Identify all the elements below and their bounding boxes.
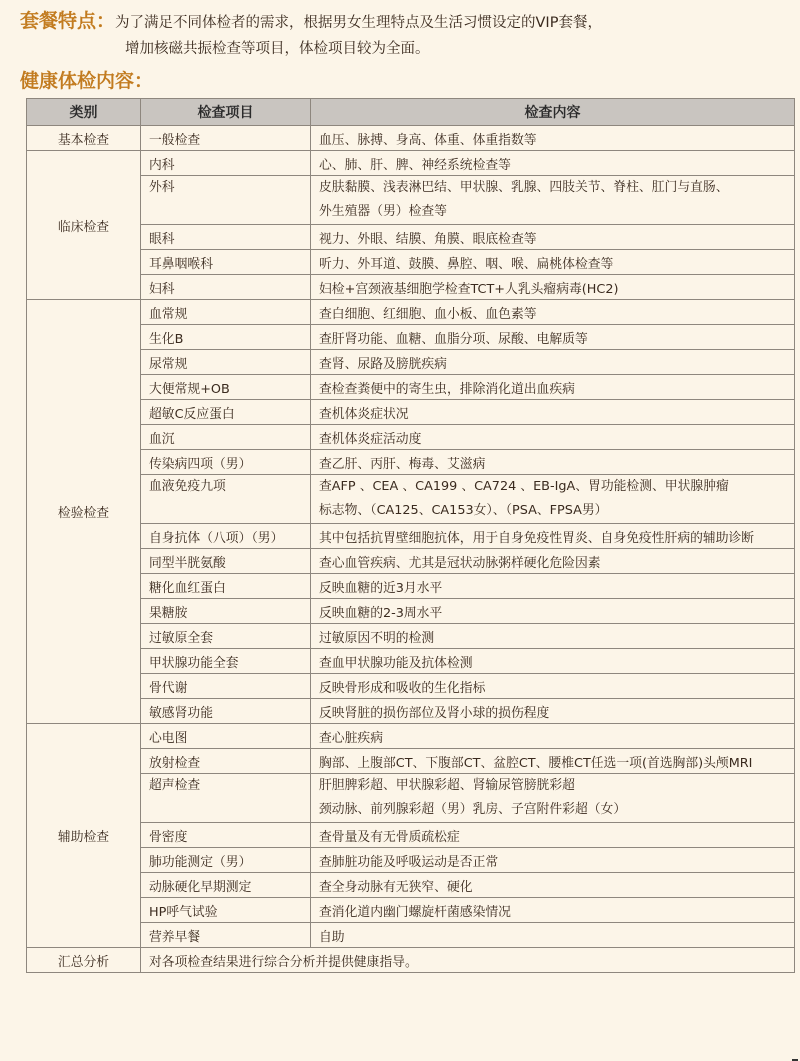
table-row: [27, 425, 795, 450]
content-cell: 血压、脉搏、身高、体重、体重指数等: [311, 126, 795, 151]
table-row: [27, 450, 795, 475]
category-cell: 检验检查: [27, 300, 141, 724]
table-header-row: [27, 99, 795, 126]
table-row: [27, 325, 795, 350]
content-line-2: 颈动脉、前列腺彩超（男）乳房、子宫附件彩超（女）: [319, 802, 627, 817]
table-row: [27, 699, 795, 724]
content-cell: 反映肾脏的损伤部位及肾小球的损伤程度: [311, 699, 795, 724]
content-cell: 其中包括抗胃壁细胞抗体，用于自身免疫性胃炎、自身免疫性肝病的辅助诊断: [311, 524, 795, 549]
content-cell: 反映血糖的近3月水平: [311, 574, 795, 599]
item-cell: 尿常规: [141, 350, 311, 375]
item-cell: 妇科: [141, 275, 311, 300]
content-cell: 胸部、上腹部CT、下腹部CT、盆腔CT、腰椎CT任选一项(首选胸部)头颅MRI: [311, 749, 795, 774]
content-cell: [311, 176, 795, 225]
content-cell: 查全身动脉有无狭窄、硬化: [311, 873, 795, 898]
content-line-2: 标志物、（CA125、CA153女）、（PSA、FPSA男）: [319, 503, 608, 518]
item-cell: 生化B: [141, 325, 311, 350]
table-row: [27, 873, 795, 898]
table-row: [27, 375, 795, 400]
content-cell: [311, 774, 795, 823]
content-cell: 查肺脏功能及呼吸运动是否正常: [311, 848, 795, 873]
content-cell: 查肾、尿路及膀胱疾病: [311, 350, 795, 375]
table-row: [27, 599, 795, 624]
table-row: [27, 674, 795, 699]
item-cell: 超敏C反应蛋白: [141, 400, 311, 425]
table-row: [27, 724, 795, 749]
table-row: [27, 923, 795, 948]
summary-category: 汇总分析: [27, 948, 141, 973]
content-cell: 查机体炎症活动度: [311, 425, 795, 450]
table-row: [27, 176, 795, 225]
table-row: [27, 151, 795, 176]
item-cell: 糖化血红蛋白: [141, 574, 311, 599]
features-line-2: 增加核磁共振检查等项目，体检项目较为全面。: [125, 41, 430, 57]
item-cell: 骨代谢: [141, 674, 311, 699]
item-cell: 眼科: [141, 225, 311, 250]
content-cell: 查肝肾功能、血糖、血脂分项、尿酸、电解质等: [311, 325, 795, 350]
package-features: [20, 8, 790, 62]
table-row: [27, 624, 795, 649]
content-cell: 反映骨形成和吸收的生化指标: [311, 674, 795, 699]
content-line-1: 肝胆脾彩超、甲状腺彩超、肾输尿管膀胱彩超: [319, 778, 575, 793]
item-cell: 外科: [141, 176, 311, 225]
summary-content: 对各项检查结果进行综合分析并提供健康指导。: [141, 948, 795, 973]
table-row: [27, 400, 795, 425]
table-row: [27, 126, 795, 151]
category-cell: 基本检查: [27, 126, 141, 151]
table-row: [27, 848, 795, 873]
table-row: [27, 823, 795, 848]
content-cell: 查白细胞、红细胞、血小板、血色素等: [311, 300, 795, 325]
features-label: 套餐特点：: [20, 10, 116, 32]
content-cell: 查机体炎症状况: [311, 400, 795, 425]
item-cell: 敏感肾功能: [141, 699, 311, 724]
item-cell: 大便常规+OB: [141, 375, 311, 400]
content-line-2: 外生殖器（男）检查等: [319, 204, 447, 219]
table-row: [27, 574, 795, 599]
item-cell: 内科: [141, 151, 311, 176]
item-cell: 动脉硬化早期测定: [141, 873, 311, 898]
header-item: 检查项目: [141, 99, 311, 126]
content-cell: 查心脏疾病: [311, 724, 795, 749]
table-row: [27, 774, 795, 823]
features-line-1: [20, 8, 790, 36]
section-title: 健康体检内容：: [20, 70, 154, 92]
content-line-1: 查AFP 、CEA 、CA199 、CA724 、EB-IgA、胃功能检测、甲状腺肿瘤: [319, 479, 729, 494]
content-cell: 视力、外眼、结膜、角膜、眼底检查等: [311, 225, 795, 250]
item-cell: 营养早餐: [141, 923, 311, 948]
item-cell: 血常规: [141, 300, 311, 325]
table-row: [27, 549, 795, 574]
content-line-1: 皮肤黏膜、浅表淋巴结、甲状腺、乳腺、四肢关节、脊柱、肛门与直肠、: [319, 180, 729, 195]
content-cell: 查骨量及有无骨质疏松症: [311, 823, 795, 848]
table-row: [27, 475, 795, 524]
header-content: 检查内容: [311, 99, 795, 126]
item-cell: HP呼气试验: [141, 898, 311, 923]
exam-table: [26, 98, 795, 973]
item-cell: 一般检查: [141, 126, 311, 151]
table-row: [27, 524, 795, 549]
content-cell: 妇检+宫颈液基细胞学检查TCT+人乳头瘤病毒(HC2): [311, 275, 795, 300]
item-cell: 传染病四项（男）: [141, 450, 311, 475]
category-cell: 辅助检查: [27, 724, 141, 948]
table-row: [27, 898, 795, 923]
item-cell: 血沉: [141, 425, 311, 450]
item-cell: 过敏原全套: [141, 624, 311, 649]
header-category: 类别: [27, 99, 141, 126]
content-cell: 查心血管疾病、尤其是冠状动脉粥样硬化危险因素: [311, 549, 795, 574]
content-cell: 查血甲状腺功能及抗体检测: [311, 649, 795, 674]
table-row: [27, 250, 795, 275]
table-row: [27, 749, 795, 774]
table-row: [27, 350, 795, 375]
item-cell: 骨密度: [141, 823, 311, 848]
table-row: [27, 275, 795, 300]
content-cell: 查乙肝、丙肝、梅毒、艾滋病: [311, 450, 795, 475]
content-cell: 心、肺、肝、脾、神经系统检查等: [311, 151, 795, 176]
content-cell: 自助: [311, 923, 795, 948]
content-cell: 过敏原因不明的检测: [311, 624, 795, 649]
item-cell: 心电图: [141, 724, 311, 749]
table-row: [27, 300, 795, 325]
item-cell: 肺功能测定（男）: [141, 848, 311, 873]
features-text-1: 为了满足不同体检者的需求，根据男女生理特点及生活习惯设定的VIP套餐，: [115, 15, 602, 31]
item-cell: 甲状腺功能全套: [141, 649, 311, 674]
item-cell: 耳鼻咽喉科: [141, 250, 311, 275]
summary-row: [27, 948, 795, 973]
item-cell: 果糖胺: [141, 599, 311, 624]
item-cell: 同型半胱氨酸: [141, 549, 311, 574]
content-cell: 查消化道内幽门螺旋杆菌感染情况: [311, 898, 795, 923]
content-cell: 听力、外耳道、鼓膜、鼻腔、咽、喉、扁桃体检查等: [311, 250, 795, 275]
table-row: [27, 225, 795, 250]
table-body: [27, 126, 795, 973]
content-cell: 反映血糖的2-3周水平: [311, 599, 795, 624]
category-cell: 临床检查: [27, 151, 141, 300]
content-cell: [311, 475, 795, 524]
item-cell: 放射检查: [141, 749, 311, 774]
table-row: [27, 649, 795, 674]
item-cell: 超声检查: [141, 774, 311, 823]
item-cell: 血液免疫九项: [141, 475, 311, 524]
content-cell: 查检查粪便中的寄生虫，排除消化道出血疾病: [311, 375, 795, 400]
item-cell: 自身抗体（八项）（男）: [141, 524, 311, 549]
